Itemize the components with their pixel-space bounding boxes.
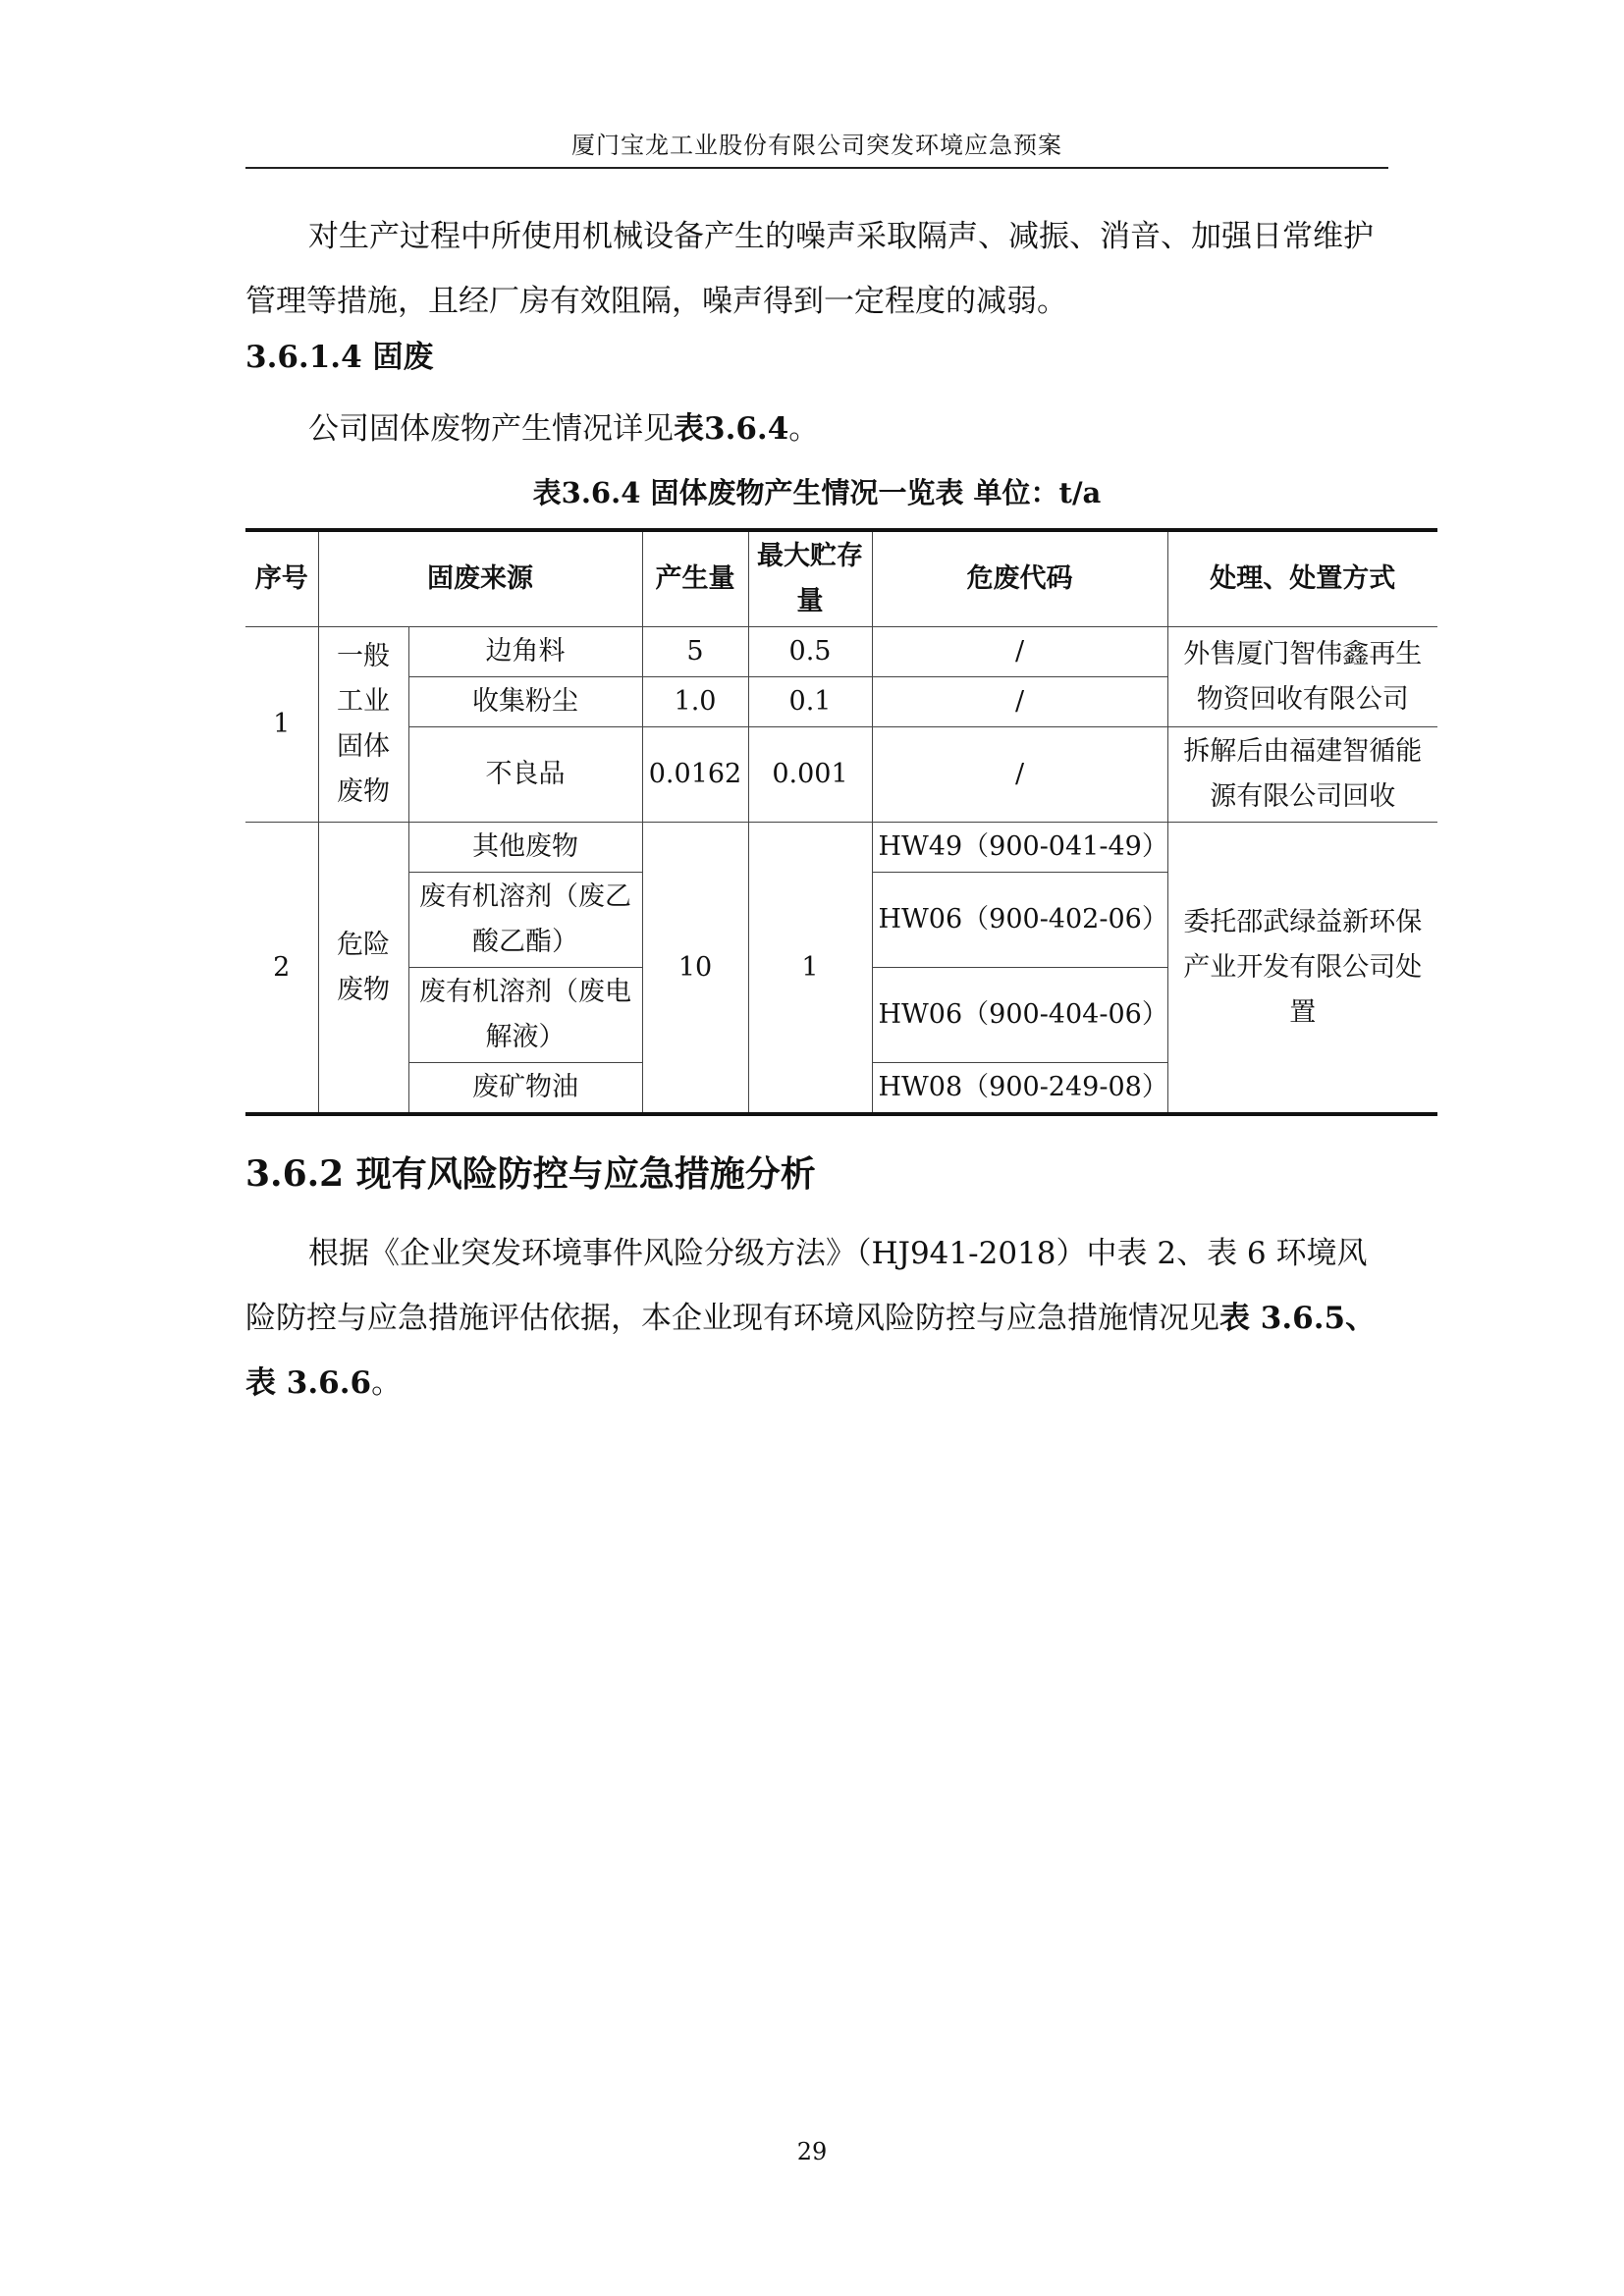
cell-storage: 0.5 — [748, 627, 872, 677]
cell-category: 一般工业固体废物 — [318, 627, 408, 823]
page-header: 厦门宝龙工业股份有限公司突发环境应急预案 — [571, 132, 1062, 159]
page-number: 29 — [796, 2138, 828, 2165]
intro-paragraph — [245, 204, 1388, 334]
waste-ref-text-before: 公司固体废物产生情况详见 — [308, 411, 674, 447]
cell-code: HW49（900-041-49） — [872, 823, 1167, 873]
cell-disposal: 拆解后由福建智循能源有限公司回收 — [1167, 727, 1437, 823]
cell-produced: 0.0162 — [642, 727, 748, 823]
cell-seq: 1 — [245, 627, 318, 823]
cell-disposal: 外售厦门智伟鑫再生物资回收有限公司 — [1167, 627, 1437, 727]
table-row — [245, 627, 1437, 677]
cell-code: / — [872, 627, 1167, 677]
header-produced: 产生量 — [642, 530, 748, 627]
cell-storage: 1 — [748, 823, 872, 1115]
cell-produced: 10 — [642, 823, 748, 1115]
cell-name: 收集粉尘 — [408, 677, 642, 727]
table-header-row — [245, 530, 1437, 627]
intro-text: 对生产过程中所使用机械设备产生的噪声采取隔声、减振、消音、加强日常维护管理等措施，且经厂房有效阻隔，噪声得到一定程度的减弱。 — [245, 219, 1374, 319]
table-caption: 表3.6.4 固体废物产生情况一览表 单位：t/a — [532, 476, 1102, 509]
cell-code: HW08（900-249-08） — [872, 1063, 1167, 1115]
risk-table-link: 表 3.6.5、表 3.6.6 — [245, 1301, 1377, 1401]
table-row — [245, 727, 1437, 823]
cell-category: 危险废物 — [318, 823, 408, 1115]
cell-produced: 5 — [642, 627, 748, 677]
cell-name: 不良品 — [408, 727, 642, 823]
header-max-storage: 最大贮存量 — [748, 530, 872, 627]
header-source: 固废来源 — [318, 530, 642, 627]
cell-seq: 2 — [245, 823, 318, 1115]
header-rule — [245, 167, 1388, 169]
risk-text-after: 。 — [371, 1365, 403, 1401]
risk-text-before: 根据《企业突发环境事件风险分级方法》（HJ941-2018）中表 2、表 6 环境风险防控与应急措施评估依据，本企业现有环境风险防控与应急措施情况见 — [245, 1236, 1368, 1336]
cell-name: 其他废物 — [408, 823, 642, 873]
header-hazard-code: 危废代码 — [872, 530, 1167, 627]
cell-storage: 0.1 — [748, 677, 872, 727]
header-seq: 序号 — [245, 530, 318, 627]
cell-disposal: 委托邵武绿益新环保产业开发有限公司处置 — [1167, 823, 1437, 1115]
cell-name: 废有机溶剂（废乙酸乙酯） — [408, 873, 642, 968]
waste-ref-text-after: 。 — [788, 411, 820, 447]
cell-produced: 1.0 — [642, 677, 748, 727]
waste-reference-paragraph — [245, 397, 1388, 461]
solid-waste-table — [245, 528, 1437, 1116]
cell-name: 废有机溶剂（废电解液） — [408, 968, 642, 1063]
cell-code: HW06（900-402-06） — [872, 873, 1167, 968]
section-heading-362: 3.6.2 现有风险防控与应急措施分析 — [245, 1153, 816, 1195]
header-disposal: 处理、处置方式 — [1167, 530, 1437, 627]
cell-code: / — [872, 677, 1167, 727]
cell-code: / — [872, 727, 1167, 823]
cell-name: 边角料 — [408, 627, 642, 677]
cell-code: HW06（900-404-06） — [872, 968, 1167, 1063]
cell-name: 废矿物油 — [408, 1063, 642, 1115]
risk-control-paragraph — [245, 1221, 1388, 1415]
waste-ref-table-link: 表3.6.4 — [674, 411, 789, 447]
table-row — [245, 823, 1437, 873]
subsection-heading-3614: 3.6.1.4 固废 — [245, 340, 434, 375]
cell-storage: 0.001 — [748, 727, 872, 823]
